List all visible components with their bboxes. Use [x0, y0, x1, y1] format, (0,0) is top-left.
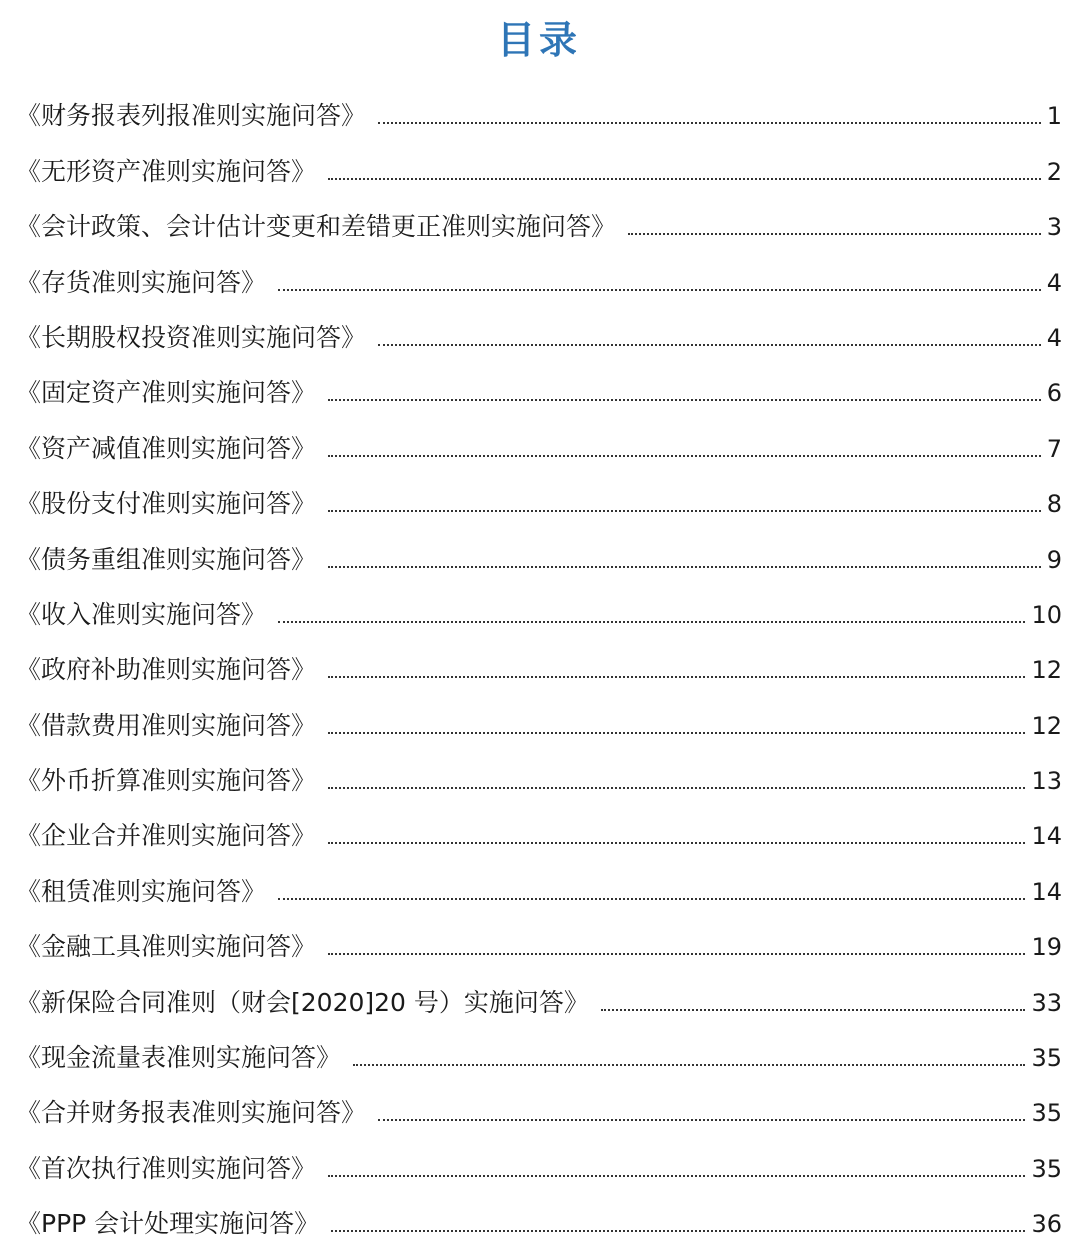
toc-entry-page-number: 14 — [1031, 822, 1062, 851]
toc-entry-page-number: 35 — [1031, 1154, 1062, 1183]
dot-leader — [328, 953, 1025, 955]
toc-entry[interactable] — [16, 523, 1062, 578]
toc-entry-title: 《无形资产准则实施问答》 — [16, 156, 317, 186]
toc-entry-page-number: 2 — [1046, 157, 1062, 186]
toc-entry-title: 《金融工具准则实施问答》 — [16, 932, 317, 962]
toc-entry-page-number: 35 — [1031, 1099, 1062, 1128]
toc-entry-title: 《财务报表列报准则实施问答》 — [16, 101, 367, 131]
toc-entry-title: 《租赁准则实施问答》 — [16, 876, 267, 906]
toc-entry-page-number: 33 — [1031, 988, 1062, 1017]
dot-leader — [328, 566, 1041, 568]
dot-leader — [328, 455, 1041, 457]
dot-leader — [278, 621, 1025, 623]
toc-entry-title: 《外币折算准则实施问答》 — [16, 766, 317, 796]
toc-entry-page-number: 4 — [1046, 268, 1062, 297]
toc-entry-page-number: 8 — [1046, 490, 1062, 519]
toc-entry-title: 《资产减值准则实施问答》 — [16, 433, 317, 463]
dot-leader — [278, 898, 1025, 900]
toc-entry[interactable] — [16, 135, 1062, 190]
toc-entry-page-number: 12 — [1031, 711, 1062, 740]
toc-entry[interactable] — [16, 855, 1062, 910]
toc-entry[interactable] — [16, 911, 1062, 966]
toc-entry[interactable] — [16, 191, 1062, 246]
toc-entry-page-number: 10 — [1031, 600, 1062, 629]
dot-leader — [328, 510, 1041, 512]
toc-entry[interactable] — [16, 246, 1062, 301]
toc-entry[interactable] — [16, 634, 1062, 689]
toc-entry-page-number: 4 — [1046, 323, 1062, 352]
dot-leader — [378, 122, 1041, 124]
toc-entry-title: 《收入准则实施问答》 — [16, 599, 267, 629]
toc-entry-title: 《借款费用准则实施问答》 — [16, 710, 317, 740]
toc-entry[interactable] — [16, 579, 1062, 634]
toc-entry-title: 《债务重组准则实施问答》 — [16, 544, 317, 574]
dot-leader — [278, 289, 1041, 291]
toc-entry-page-number: 7 — [1046, 434, 1062, 463]
toc-entry-title: 《政府补助准则实施问答》 — [16, 655, 317, 685]
toc-entry[interactable] — [16, 357, 1062, 412]
toc-title: 目录 — [496, 18, 581, 62]
dot-leader — [328, 399, 1041, 401]
toc-entry[interactable] — [16, 468, 1062, 523]
dot-leader — [378, 1119, 1025, 1121]
toc-entry[interactable] — [16, 689, 1062, 744]
toc-entry-page-number: 13 — [1031, 767, 1062, 796]
dot-leader — [353, 1064, 1025, 1066]
toc-entry-page-number: 14 — [1031, 877, 1062, 906]
dot-leader — [328, 676, 1025, 678]
toc-entry-title: 《PPP 会计处理实施问答》 — [16, 1209, 320, 1239]
toc-entry[interactable] — [16, 1022, 1062, 1077]
toc-entry-page-number: 1 — [1046, 102, 1062, 131]
dot-leader — [601, 1009, 1026, 1011]
toc-entry-page-number: 35 — [1031, 1044, 1062, 1073]
dot-leader — [628, 233, 1041, 235]
dot-leader — [378, 344, 1041, 346]
dot-leader — [328, 732, 1025, 734]
toc-entry-title: 《会计政策、会计估计变更和差错更正准则实施问答》 — [16, 212, 617, 242]
toc-entry-page-number: 36 — [1031, 1210, 1062, 1239]
toc-entry-title: 《新保险合同准则（财会[2020]20 号）实施问答》 — [16, 987, 589, 1017]
toc-entry[interactable] — [16, 80, 1062, 135]
toc-entry-page-number: 12 — [1031, 656, 1062, 685]
dot-leader — [331, 1230, 1025, 1232]
toc-entry-title: 《现金流量表准则实施问答》 — [16, 1043, 342, 1073]
toc-entry-title: 《股份支付准则实施问答》 — [16, 489, 317, 519]
toc-entry-title: 《固定资产准则实施问答》 — [16, 378, 317, 408]
toc-entry-page-number: 3 — [1046, 213, 1062, 242]
toc-entry[interactable] — [16, 302, 1062, 357]
toc-entry-page-number: 9 — [1046, 545, 1062, 574]
toc-entry-title: 《合并财务报表准则实施问答》 — [16, 1098, 367, 1128]
toc-entry[interactable] — [16, 1077, 1062, 1132]
toc-entry-title: 《存货准则实施问答》 — [16, 267, 267, 297]
toc-entry-title: 《首次执行准则实施问答》 — [16, 1153, 317, 1183]
dot-leader — [328, 1175, 1025, 1177]
toc-entry-title: 《长期股权投资准则实施问答》 — [16, 322, 367, 352]
toc-entry-page-number: 19 — [1031, 933, 1062, 962]
toc-entry[interactable] — [16, 745, 1062, 800]
dot-leader — [328, 842, 1025, 844]
dot-leader — [328, 787, 1025, 789]
toc-entry[interactable] — [16, 800, 1062, 855]
toc-entry[interactable] — [16, 1132, 1062, 1187]
toc-entry[interactable] — [16, 412, 1062, 467]
dot-leader — [328, 178, 1041, 180]
toc-entry[interactable] — [16, 1188, 1062, 1243]
toc-entry-page-number: 6 — [1046, 379, 1062, 408]
toc-list — [16, 80, 1062, 1243]
toc-entry-title: 《企业合并准则实施问答》 — [16, 821, 317, 851]
toc-entry[interactable] — [16, 966, 1062, 1021]
